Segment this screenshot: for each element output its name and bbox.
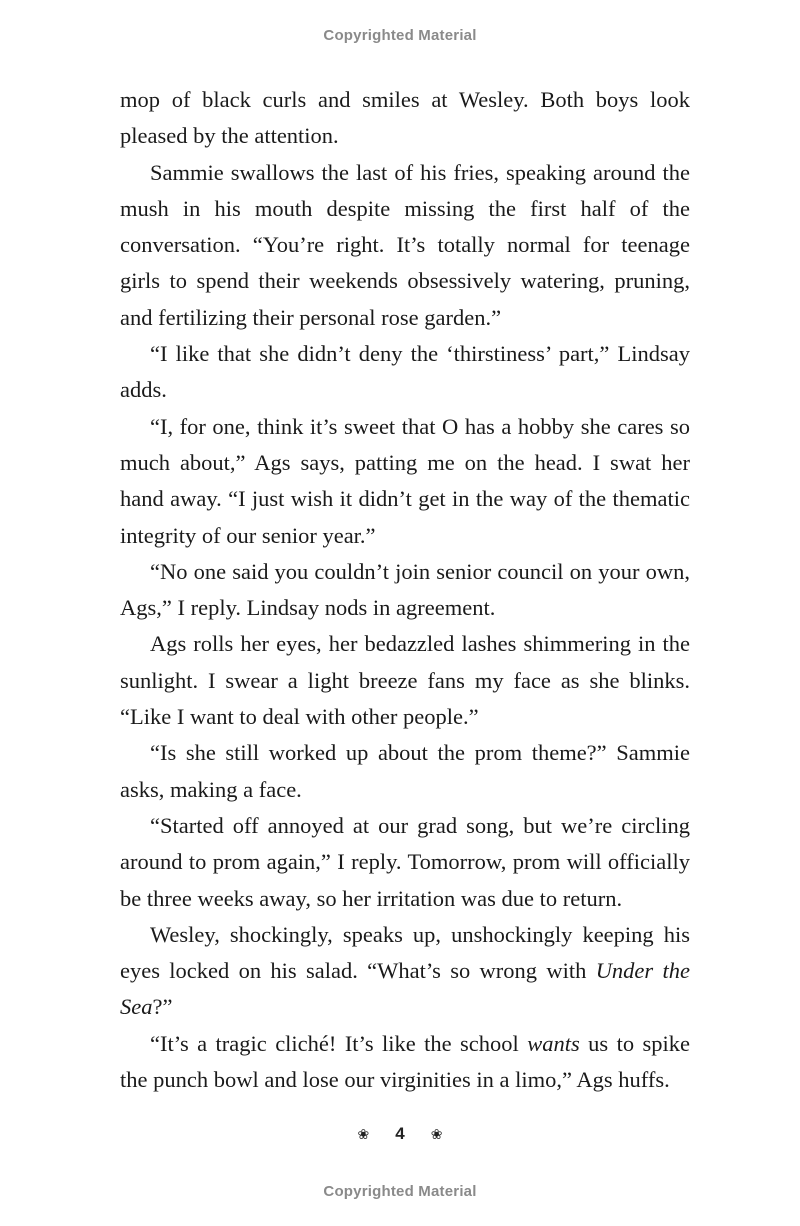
- paragraph: [120, 409, 690, 554]
- page-number: 4: [395, 1124, 405, 1143]
- text-run: “No one said you couldn’t join senior council on your own, Ags,” I reply. Lindsay nods in agreement.: [120, 558, 690, 621]
- paragraph: [120, 626, 690, 735]
- paragraph: [120, 917, 690, 1026]
- italic-text: Under the Sea: [120, 958, 690, 1020]
- text-run: “Started off annoyed at our grad song, but we’re circling around to prom again,” I reply. Tomorrow, prom will officially be three weeks away, so her irritation was due to return.: [120, 812, 690, 911]
- text-run: “I like that she didn’t deny the ‘thirstiness’ part,” Lindsay adds.: [120, 341, 690, 403]
- page-folio: [0, 1124, 800, 1144]
- paragraph: [120, 808, 690, 917]
- paragraph: [120, 82, 690, 155]
- paragraph: [120, 155, 690, 336]
- paragraph: [120, 1026, 690, 1099]
- flower-ornament-icon: ❀: [430, 1126, 443, 1142]
- flower-ornament-icon: ❀: [357, 1126, 370, 1142]
- text-run: ?”: [152, 994, 173, 1020]
- paragraph: [120, 554, 690, 627]
- text-run: Wesley, shockingly, speaks up, unshockingly keeping his eyes locked on his salad. “What’s so wrong with: [120, 921, 690, 984]
- text-run: “Is she still worked up about the prom theme?” Sammie asks, making a face.: [120, 740, 690, 802]
- paragraph: [120, 735, 690, 808]
- italic-text: wants: [527, 1030, 580, 1056]
- copyright-watermark-bottom: Copyrighted Material: [323, 1183, 477, 1200]
- text-run: us to spike the punch bowl and lose our virginities in a limo,” Ags huffs.: [120, 1030, 690, 1093]
- body-text: [120, 82, 690, 1098]
- text-run: “I, for one, think it’s sweet that O has a hobby she cares so much about,” Ags says, patting me on the head. I swat her hand away. “I just wish it didn’t get in the way of the thematic integrity of our senior year.”: [120, 413, 690, 548]
- text-run: Sammie swallows the last of his fries, speaking around the mush in his mouth despite missing the first half of the conversation. “You’re right. It’s totally normal for teenage girls to spend their weekends obsessively watering, pruning, and fertilizing their personal rose garden.”: [120, 159, 690, 330]
- paragraph: [120, 336, 690, 409]
- text-run: mop of black curls and smiles at Wesley. Both boys look pleased by the attention.: [120, 87, 690, 149]
- copyright-watermark-top: Copyrighted Material: [323, 27, 477, 44]
- text-run: Ags rolls her eyes, her bedazzled lashes shimmering in the sunlight. I swear a light breeze fans my face as she blinks. “Like I want to deal with other people.”: [120, 631, 690, 730]
- text-run: “It’s a tragic cliché! It’s like the school: [150, 1030, 528, 1056]
